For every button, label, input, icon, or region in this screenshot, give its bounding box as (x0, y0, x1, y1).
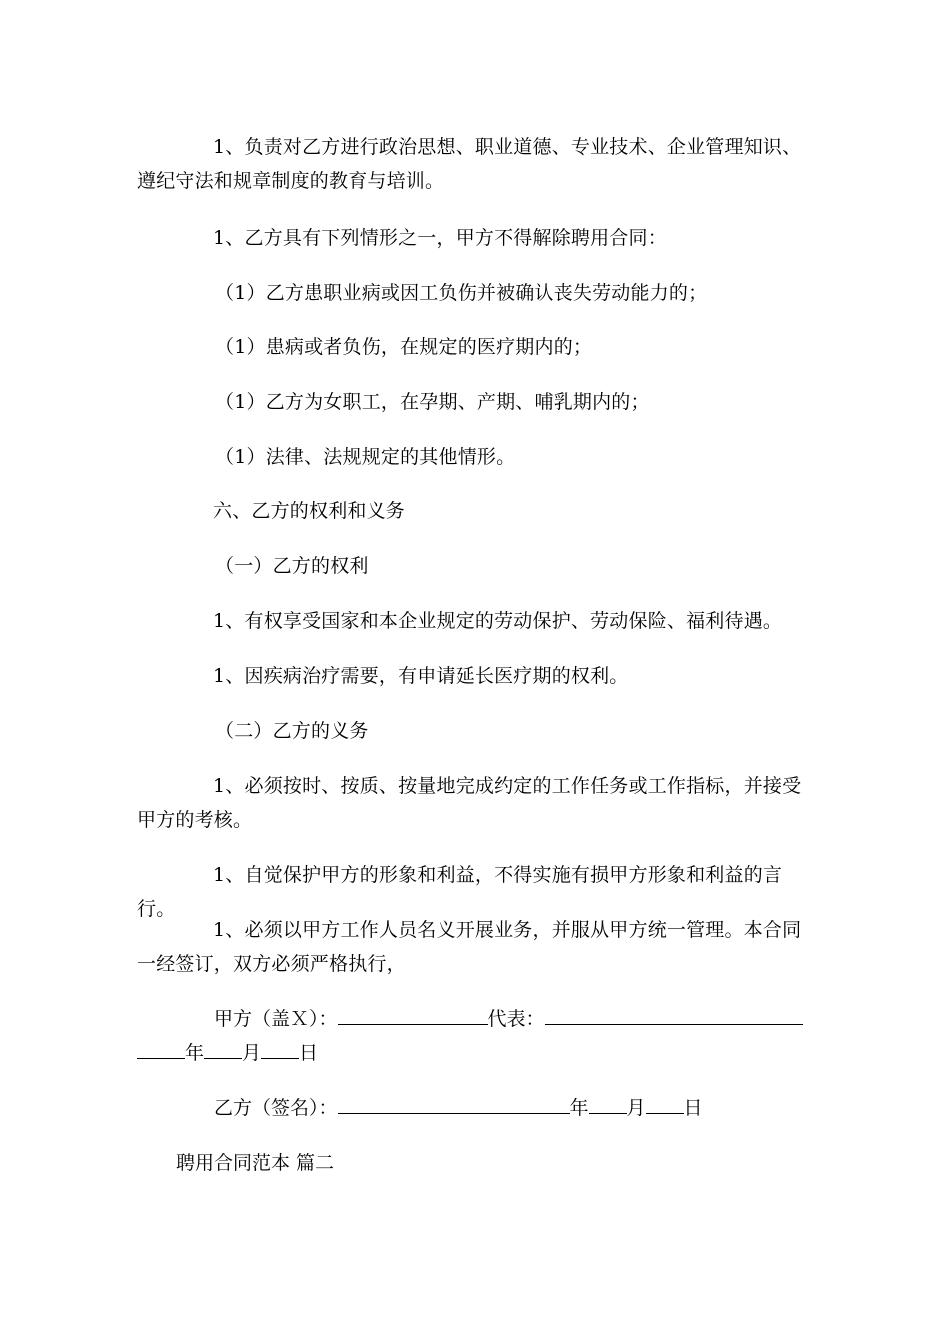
party-b-day-blank[interactable] (646, 1091, 684, 1114)
party-b-year-label: 年 (569, 1097, 589, 1119)
representative-label: 代表： (487, 1008, 545, 1030)
next-section-title: 聘用合同范本 篇二 (176, 1152, 335, 1174)
year-label: 年 (185, 1042, 205, 1064)
party-a-label: 甲方（盖Ｘ）： (214, 1008, 338, 1030)
paragraph-duty-training: 1、负责对乙方进行政治思想、职业道德、专业技术、企业管理知识、遵纪守法和规章制度的教育与培训。 (137, 136, 802, 192)
paragraph-no-termination: 1、乙方具有下列情形之一，甲方不得解除聘用合同： (213, 227, 667, 249)
party-b-day-label: 日 (683, 1097, 703, 1119)
paragraph-right-protection: 1、有权享受国家和本企业规定的劳动保护、劳动保险、福利待遇。 (213, 610, 783, 632)
party-b-label: 乙方（签名）： (214, 1097, 338, 1119)
section-heading-rights-duties: 六、乙方的权利和义务 (213, 500, 406, 522)
party-b-month-blank[interactable] (589, 1091, 627, 1114)
paragraph-duty-complete-tasks: 1、必须按时、按质、按量地完成约定的工作任务或工作指标，并接受甲方的考核。 (137, 775, 802, 831)
month-label: 月 (242, 1042, 262, 1064)
party-a-day-blank[interactable] (261, 1036, 299, 1059)
paragraph-right-medical-extension: 1、因疾病治疗需要，有申请延长医疗期的权利。 (213, 665, 629, 687)
signature-line-party-a (214, 1002, 803, 1036)
signature-date-party-a (137, 1036, 318, 1070)
list-item-occupational-disease: （1）乙方患职业病或因工负伤并被确认丧失劳动能力的； (215, 282, 708, 304)
day-label: 日 (299, 1042, 319, 1064)
signature-line-party-b (214, 1091, 703, 1125)
paragraph-duty-unified-management: 1、必须以甲方工作人员名义开展业务，并服从甲方统一管理。本合同一经签订，双方必须严格执行， (137, 919, 802, 975)
representative-blank[interactable] (545, 1002, 803, 1025)
list-item-female-worker: （1）乙方为女职工，在孕期、产期、哺乳期内的； (215, 391, 650, 413)
party-b-month-label: 月 (626, 1097, 646, 1119)
party-a-month-blank[interactable] (204, 1036, 242, 1059)
party-a-year-blank[interactable] (137, 1036, 185, 1059)
subheading-duties: （二）乙方的义务 (215, 720, 369, 742)
party-a-seal-blank[interactable] (338, 1002, 488, 1025)
subheading-rights: （一）乙方的权利 (215, 555, 369, 577)
paragraph-duty-protect-image: 1、自觉保护甲方的形象和利益，不得实施有损甲方形象和利益的言行。 (137, 864, 783, 920)
party-b-signature-blank[interactable] (338, 1091, 570, 1114)
list-item-other-cases: （1）法律、法规规定的其他情形。 (215, 446, 516, 468)
list-item-medical-period: （1）患病或者负伤，在规定的医疗期内的； (215, 336, 593, 358)
